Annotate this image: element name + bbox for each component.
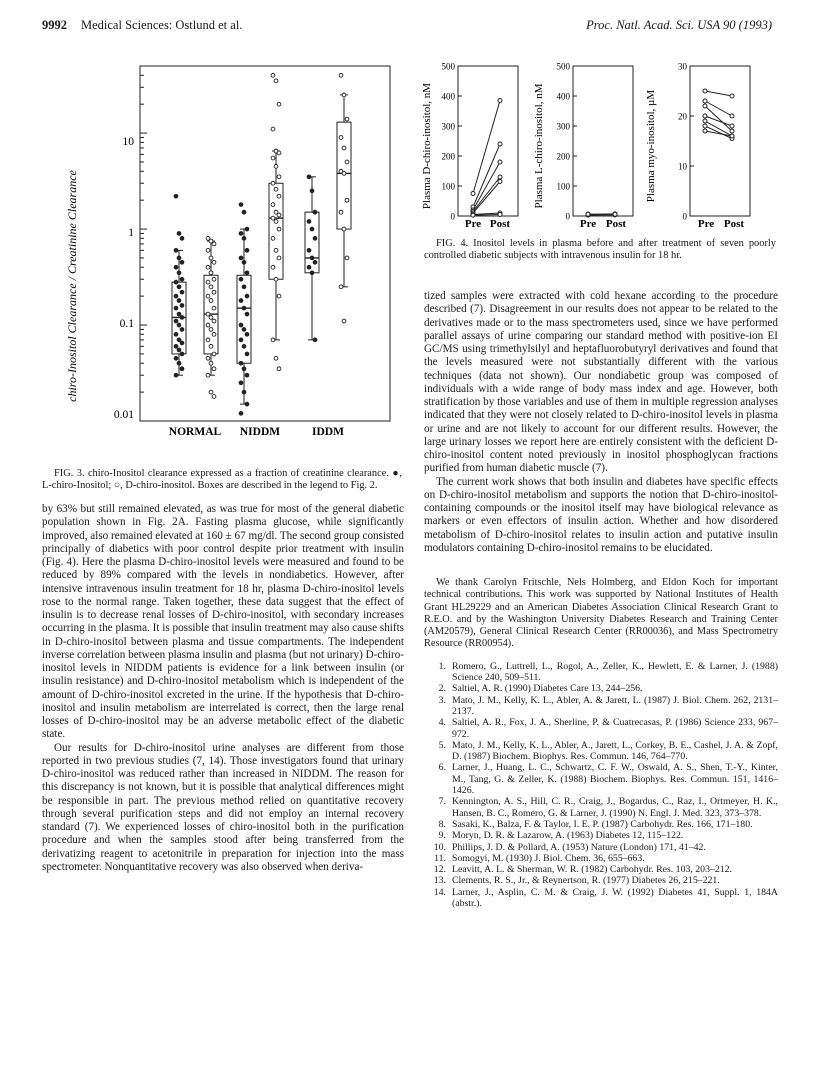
- fig3-point-l-chiro: [174, 344, 178, 348]
- fig3-point-l-chiro: [242, 210, 246, 214]
- figure-3-chart: [60, 58, 400, 488]
- fig4-panel-frame: [690, 66, 750, 216]
- reference-item: 10. Phillips, J. D. & Pollard, A. (1953) Nature (London) 171, 41–42.: [433, 841, 706, 853]
- fig3-point-l-chiro: [245, 248, 249, 252]
- fig3-point-d-chiro: [339, 73, 343, 77]
- fig3-point-d-chiro: [277, 227, 281, 231]
- fig3-point-l-chiro: [177, 361, 181, 365]
- fig4-point-pre: [703, 104, 707, 108]
- fig4-y-tick-label: 0: [682, 211, 687, 222]
- figure-4-caption: FIG. 4. Inositol levels in plasma before and after treatment of seven poorly controlled diabetic subjects with intravenous insulin for 18 hr.: [424, 238, 776, 262]
- fig4-x-label-post: Post: [723, 218, 745, 230]
- fig4-y-tick-label: 300: [556, 121, 570, 132]
- fig3-frame: [140, 66, 390, 421]
- fig3-point-l-chiro: [180, 290, 184, 294]
- reference-item: 6. Larner, J., Huang, L. C., Schwartz, C. F. W., Oswald, A. S., Shen, T.-Y., Kinter, M., Tang, G. & Zeller, K. (1988) Biochem. Biophys. Res. Commun. 151, 1416–1426.: [438, 762, 778, 797]
- fig4-point-pre: [586, 212, 590, 216]
- fig3-point-l-chiro: [245, 227, 249, 231]
- reference-item: 13. Clements, R. S., Jr., & Reynertson, R. (1977) Diabetes 26, 215–221.: [433, 875, 720, 887]
- fig3-point-l-chiro: [174, 319, 178, 323]
- fig4-point-post: [498, 160, 502, 164]
- fig3-point-l-chiro: [245, 402, 249, 406]
- fig3-point-l-chiro: [245, 373, 249, 377]
- fig3-point-d-chiro: [209, 285, 213, 289]
- fig3-y-tick-label: 0.1: [119, 318, 134, 330]
- fig4-point-post: [498, 213, 502, 217]
- fig4-y-tick-label: 20: [678, 111, 687, 122]
- fig3-point-d-chiro: [277, 194, 281, 198]
- fig4-point-post: [613, 212, 617, 216]
- fig3-point-l-chiro: [174, 332, 178, 336]
- fig3-point-l-chiro: [242, 367, 246, 371]
- fig4-point-pre: [703, 124, 707, 128]
- fig3-point-d-chiro: [342, 93, 346, 97]
- fig3-point-l-chiro: [239, 338, 243, 342]
- fig3-point-d-chiro: [209, 316, 213, 320]
- fig4-x-label-post: Post: [605, 218, 627, 230]
- fig4-y-tick-label: 500: [441, 61, 455, 72]
- reference-item: 8. Sasaki, K., Balza, F. & Taylor, I. E. P. (1987) Carbohydr. Res. 166, 171–180.: [438, 818, 753, 830]
- fig3-point-l-chiro: [242, 328, 246, 332]
- fig3-point-l-chiro: [177, 312, 181, 316]
- page-number: 9992: [42, 18, 67, 32]
- fig3-point-d-chiro: [274, 248, 278, 252]
- fig3-point-l-chiro: [310, 271, 314, 275]
- reference-item: 7. Kennington, A. S., Hill, C. R., Craig, J., Bogardus, C., Raz, I., Ortmeyer, H. K., Hansen, B. C., Romero, G. & Larner, J. (1990) N. Engl. J. Med. 323, 373–378.: [438, 796, 778, 819]
- fig3-point-l-chiro: [180, 328, 184, 332]
- fig3-point-l-chiro: [245, 271, 249, 275]
- fig3-point-l-chiro: [239, 277, 243, 281]
- figure-3-caption: FIG. 3. chiro-Inositol clearance expressed as a fraction of creatinine clearance. ●, L-chiro-Inositol; ○, D-chiro-inositol. Boxes are described in the legend to Fig. 2.: [42, 468, 402, 492]
- fig3-point-d-chiro: [212, 332, 216, 336]
- fig3-point-d-chiro: [212, 319, 216, 323]
- fig4-y-tick-label: 100: [441, 181, 455, 192]
- fig3-point-l-chiro: [180, 277, 184, 281]
- fig3-point-d-chiro: [342, 172, 346, 176]
- fig4-point-pre: [471, 213, 475, 217]
- fig4-y-tick-label: 0: [450, 211, 455, 222]
- fig3-point-l-chiro: [313, 338, 317, 342]
- fig3-point-d-chiro: [277, 151, 281, 155]
- body-paragraph: Our results for D-chiro-inositol urine analyses are different from those reported in two previous studies (7, 14). Those investigators found that urinary D-chiro-inositol was reduced rather than increased in NIDDM. The reason for this discrepancy is not known, but it is possible that analytical differences might be responsible in part. The previous method relied on quantitative recovery through several purification steps and did not employ an internal recovery standard (7). We experienced losses of chiro-inositol both in the purification procedure and when the samples stood after being transferred from the derivatizing reagent to acetonitrile in preparation for injection into the mass spectrometer. Nonquantitative recovery was also observed when deriva-: [42, 741, 404, 873]
- fig3-point-d-chiro: [277, 175, 281, 179]
- fig3-point-d-chiro: [345, 198, 349, 202]
- fig3-point-l-chiro: [177, 299, 181, 303]
- fig3-point-d-chiro: [212, 367, 216, 371]
- fig3-point-d-chiro: [212, 395, 216, 399]
- acknowledgments: We thank Carolyn Fritschle, Nels Holmberg, and Eldon Koch for important technical contributions. This work was supported by National Institutes of Health Grant HL29229 and an American Diabetes Association Clinical Research Grant to R.E.O. and by the Washington University Diabetes Research and Training Center (AM20579), General Clinical Research Center (RR00036), and Mass Spectrometry Resource (RR00954).: [424, 577, 778, 650]
- fig3-point-d-chiro: [206, 265, 210, 269]
- fig4-point-post: [730, 134, 734, 138]
- fig3-point-d-chiro: [206, 280, 210, 284]
- fig3-point-d-chiro: [271, 156, 275, 160]
- fig3-point-d-chiro: [274, 277, 278, 281]
- reference-item: 11. Somogyi, M. (1930) J. Biol. Chem. 36, 655–663.: [434, 852, 645, 864]
- fig4-series-line: [705, 116, 732, 126]
- fig4-x-label-pre: Pre: [579, 218, 597, 230]
- fig3-point-l-chiro: [174, 356, 178, 360]
- fig3-point-d-chiro: [206, 338, 210, 342]
- fig3-point-l-chiro: [177, 348, 181, 352]
- fig3-point-l-chiro: [242, 306, 246, 310]
- fig3-point-d-chiro: [271, 338, 275, 342]
- fig3-point-l-chiro: [174, 265, 178, 269]
- fig4-x-label-pre: Pre: [464, 218, 482, 230]
- fig3-point-l-chiro: [310, 189, 314, 193]
- right-text-column: [424, 290, 778, 909]
- body-paragraph: tized samples were extracted with cold hexane according to the procedure described (7). Disagreement in our results does not appear to be related to the derivatives made or to the mass spectrometers used, since we have performed parallel assays of urine comparing our standard method with positive-ion EI GC/MS using trimethylsilyl and heptafluorobutyryl derivatives and found that the levels measured were not substantially different with the various techniques (data not shown). Our nondiabetic group was composed of individuals with a wide range of body mass index and age. However, both stratification by those variables and use of them in multiple regression analyses indicated that they were not closely related to D-chiro-inositol levels in plasma or urine and are not likely to account for our different results. However, the large urinary losses we report here are entirely consistent with the deficient D-chiro-inositol content noted previously in inositol phosphoglycan fractions purified from human diabetic muscle (7).: [424, 290, 778, 475]
- figure-4-chart: [418, 54, 778, 236]
- fig3-point-d-chiro: [209, 256, 213, 260]
- fig3-point-d-chiro: [209, 390, 213, 394]
- fig3-point-l-chiro: [313, 236, 317, 240]
- fig3-point-l-chiro: [174, 194, 178, 198]
- fig3-point-l-chiro: [313, 210, 317, 214]
- fig3-point-d-chiro: [342, 319, 346, 323]
- fig4-point-pre: [703, 119, 707, 123]
- fig3-point-l-chiro: [180, 304, 184, 308]
- fig4-point-post: [730, 114, 734, 118]
- fig3-point-d-chiro: [277, 213, 281, 217]
- fig3-point-l-chiro: [174, 373, 178, 377]
- fig3-point-d-chiro: [209, 271, 213, 275]
- fig3-point-d-chiro: [206, 294, 210, 298]
- fig3-point-d-chiro: [212, 260, 216, 264]
- fig3-point-d-chiro: [274, 220, 278, 224]
- fig3-point-d-chiro: [339, 136, 343, 140]
- fig3-point-l-chiro: [174, 294, 178, 298]
- fig3-point-d-chiro: [212, 242, 216, 246]
- fig3-point-l-chiro: [177, 232, 181, 236]
- fig3-point-d-chiro: [212, 277, 216, 281]
- fig3-point-d-chiro: [271, 236, 275, 240]
- fig3-point-l-chiro: [245, 294, 249, 298]
- fig3-point-l-chiro: [242, 390, 246, 394]
- fig4-y-tick-label: 200: [556, 151, 570, 162]
- fig3-point-d-chiro: [271, 127, 275, 131]
- fig4-panel-frame: [573, 66, 633, 216]
- fig3-point-d-chiro: [342, 146, 346, 150]
- fig3-point-d-chiro: [345, 256, 349, 260]
- fig4-y-tick-label: 10: [678, 161, 687, 172]
- fig3-point-l-chiro: [239, 203, 243, 207]
- fig3-point-d-chiro: [271, 265, 275, 269]
- fig3-group-label: IDDM: [312, 426, 344, 438]
- fig3-point-l-chiro: [174, 248, 178, 252]
- fig4-panel3-y-label: Plasma myo-inositol, µM: [645, 89, 657, 203]
- fig3-point-d-chiro: [206, 323, 210, 327]
- body-paragraph: by 63% but still remained elevated, as was true for most of the general diabetic population shown in Fig. 2A. Fasting plasma glucose, while significantly improved, also remained elevated at 160 ± 67 mg/dl. The second group consisted principally of diabetics with poor control despite prior treatment with insulin (Fig. 4). Here the plasma D-chiro-inositol levels were measured and found to be reduced by 89% compared with the levels in nondiabetics. However, after intensive intravenous insulin treatment for 18 hr, plasma D-chiro-inositol levels rose to the normal range. Taken together, these data suggest that the effect of insulin is to decrease renal losses of D-chiro-inositol, with secondary increases occurring in the plasma. It is possible that insulin treatment may also cause shifts in D-chiro-inositol between plasma and tissue compartments. The independent inverse correlation between plasma insulin and plasma (but not urinary) D-chiro-inositol levels in NIDDM patients is evidence for a link between insulin (or insulin resistance) and D-chiro-inositol metabolism which is independent of the amount of D-chiro-inositol excreted in the urine. If the hypothesis that D-chiro-inositol and insulin metabolism are interrelated is correct, then the large renal losses of D-chiro-inositol may be an adverse metabolic effect of the diabetic state.: [42, 503, 404, 741]
- fig3-point-d-chiro: [342, 227, 346, 231]
- body-paragraph: The current work shows that both insulin and diabetes have specific effects on D-chiro-inositol metabolism and supports the notion that D-chiro-inositol-containing compounds or the inositol itself may have biological relevance as markers or even effectors of insulin action. Whether and how disordered metabolism of D-chiro-inositol relates to insulin action and putative insulin modulators containing D-chiro-inositol remains to be elucidated.: [424, 475, 778, 554]
- fig4-y-tick-label: 400: [556, 91, 570, 102]
- reference-item: 1. Romero, G., Luttrell, L., Rogol, A., Zeller, K., Hewlett, E. & Larner, J. (1988) Science 240, 509–511.: [438, 660, 778, 684]
- fig4-point-pre: [703, 99, 707, 103]
- fig3-point-d-chiro: [271, 73, 275, 77]
- fig4-series-line: [705, 106, 732, 131]
- fig3-point-l-chiro: [239, 256, 243, 260]
- fig3-point-l-chiro: [180, 341, 184, 345]
- fig3-point-d-chiro: [206, 356, 210, 360]
- fig3-point-l-chiro: [174, 280, 178, 284]
- fig4-panel1-y-label: Plasma D-chiro-inositol, nM: [421, 82, 433, 210]
- fig3-point-d-chiro: [277, 294, 281, 298]
- fig3-y-axis-label: chiro-Inositol Clearance / Creatinine Clearance: [65, 170, 79, 402]
- fig3-point-d-chiro: [209, 344, 213, 348]
- fig3-point-l-chiro: [307, 265, 311, 269]
- fig4-series-line: [705, 91, 732, 96]
- fig4-series-line: [473, 177, 500, 212]
- fig3-point-l-chiro: [310, 227, 314, 231]
- reference-item: 3. Mato, J. M., Kelly, K. L., Abler, A. & Jarett, L. (1987) J. Biol. Chem. 262, 2131–2137.: [438, 694, 778, 717]
- fig4-x-label-post: Post: [489, 218, 511, 230]
- fig4-point-post: [498, 180, 502, 184]
- fig3-box: [269, 183, 283, 279]
- fig3-y-tick-label: 10: [122, 136, 134, 148]
- fig3-point-l-chiro: [174, 306, 178, 310]
- fig3-y-tick-label: 0.01: [113, 409, 134, 421]
- fig4-point-post: [730, 94, 734, 98]
- fig3-group-label: NIDDM: [239, 426, 281, 438]
- fig4-y-tick-label: 100: [556, 181, 570, 192]
- fig4-x-label-pre: Pre: [697, 218, 715, 230]
- fig3-point-l-chiro: [180, 367, 184, 371]
- fig3-plot-area: [140, 66, 390, 421]
- fig3-point-d-chiro: [274, 187, 278, 191]
- fig4-point-pre: [703, 114, 707, 118]
- fig4-point-pre: [703, 129, 707, 133]
- fig4-y-tick-label: 300: [441, 121, 455, 132]
- fig3-point-l-chiro: [239, 232, 243, 236]
- fig3-point-l-chiro: [313, 260, 317, 264]
- fig4-point-post: [730, 124, 734, 128]
- fig4-point-post: [730, 129, 734, 133]
- fig3-point-l-chiro: [245, 332, 249, 336]
- fig3-point-d-chiro: [209, 361, 213, 365]
- fig3-point-l-chiro: [242, 260, 246, 264]
- reference-item: 2. Saltiel, A. R. (1990) Diabetes Care 13, 244–256.: [438, 683, 643, 695]
- fig3-point-l-chiro: [245, 352, 249, 356]
- fig3-point-d-chiro: [274, 164, 278, 168]
- fig3-point-l-chiro: [239, 361, 243, 365]
- header-journal-section: Medical Sciences: Ostlund et al.: [81, 18, 243, 32]
- fig4-y-tick-label: 400: [441, 91, 455, 102]
- fig3-point-d-chiro: [209, 328, 213, 332]
- fig3-point-d-chiro: [277, 256, 281, 260]
- fig4-point-post: [498, 142, 502, 146]
- fig4-y-tick-label: 0: [565, 211, 570, 222]
- fig4-y-tick-label: 200: [441, 151, 455, 162]
- running-header-left: [42, 18, 242, 33]
- fig3-point-d-chiro: [206, 373, 210, 377]
- fig3-point-d-chiro: [277, 102, 281, 106]
- fig4-y-tick-label: 500: [556, 61, 570, 72]
- reference-item: 12. Leavitt, A. L. & Sherman, W. R. (1982) Carbohydr. Res. 103, 203–212.: [433, 864, 733, 876]
- fig3-point-l-chiro: [242, 236, 246, 240]
- reference-item: 14. Larner, J., Asplin, C. M. & Craig, J. W. (1992) Diabetes 41, Suppl. 1, 184A (abstr.).: [433, 886, 778, 910]
- fig3-point-d-chiro: [339, 285, 343, 289]
- fig3-point-d-chiro: [209, 299, 213, 303]
- fig3-point-l-chiro: [177, 256, 181, 260]
- reference-item: 4. Saltiel, A. R., Fox, J. A., Sherline, P. & Cuatrecasas, P. (1986) Science 233, 967–972.: [438, 717, 778, 740]
- fig3-group-label: NORMAL: [168, 426, 222, 438]
- fig4-point-post: [498, 175, 502, 179]
- fig3-point-d-chiro: [277, 367, 281, 371]
- fig3-point-l-chiro: [239, 323, 243, 327]
- fig3-point-d-chiro: [271, 203, 275, 207]
- fig4-series-line: [473, 215, 500, 216]
- fig3-point-d-chiro: [212, 352, 216, 356]
- fig4-y-tick-label: 30: [678, 61, 687, 72]
- fig3-point-l-chiro: [307, 220, 311, 224]
- fig4-point-pre: [703, 89, 707, 93]
- fig3-point-l-chiro: [245, 312, 249, 316]
- fig3-point-d-chiro: [206, 312, 210, 316]
- fig3-point-d-chiro: [339, 210, 343, 214]
- fig3-point-l-chiro: [177, 338, 181, 342]
- fig3-point-d-chiro: [274, 79, 278, 83]
- fig3-point-d-chiro: [345, 160, 349, 164]
- fig3-point-l-chiro: [242, 344, 246, 348]
- fig3-point-l-chiro: [239, 381, 243, 385]
- fig3-y-tick-label: 1: [128, 227, 134, 239]
- fig3-point-l-chiro: [180, 316, 184, 320]
- running-header-right: Proc. Natl. Acad. Sci. USA 90 (1993): [586, 18, 772, 32]
- fig4-series-line: [705, 101, 732, 116]
- fig4-point-pre: [471, 192, 475, 196]
- fig3-point-l-chiro: [242, 285, 246, 289]
- fig3-point-d-chiro: [271, 181, 275, 185]
- fig3-point-l-chiro: [239, 412, 243, 416]
- fig3-point-l-chiro: [310, 256, 314, 260]
- fig3-point-d-chiro: [212, 290, 216, 294]
- left-text-column: [42, 503, 404, 874]
- fig3-point-l-chiro: [180, 352, 184, 356]
- fig3-point-l-chiro: [177, 323, 181, 327]
- fig4-plot-area: [458, 66, 750, 217]
- fig3-point-d-chiro: [345, 117, 349, 121]
- fig3-point-l-chiro: [180, 236, 184, 240]
- fig3-point-d-chiro: [212, 306, 216, 310]
- fig3-point-d-chiro: [271, 216, 275, 220]
- fig3-point-l-chiro: [180, 260, 184, 264]
- fig3-point-l-chiro: [307, 175, 311, 179]
- fig3-point-l-chiro: [177, 271, 181, 275]
- fig4-series-line: [473, 101, 500, 194]
- fig3-point-d-chiro: [274, 356, 278, 360]
- reference-item: 9. Moryn, D. R. & Lazarow, A. (1963) Diabetes 12, 115–122.: [438, 830, 684, 842]
- reference-item: 5. Mato, J. M., Kelly, K. L., Abler, A., Jarett, L., Corkey, B. E., Cashel, J. A. & Zopf, D. (1987) Biochem. Biophys. Res. Commun. 146, 764–770.: [438, 739, 778, 763]
- fig3-point-l-chiro: [307, 248, 311, 252]
- fig4-point-post: [498, 99, 502, 103]
- fig4-panel2-y-label: Plasma L-chiro-inositol, nM: [533, 83, 545, 209]
- fig3-point-l-chiro: [177, 285, 181, 289]
- fig3-point-d-chiro: [206, 248, 210, 252]
- reference-list: [424, 661, 778, 910]
- fig3-point-l-chiro: [239, 299, 243, 303]
